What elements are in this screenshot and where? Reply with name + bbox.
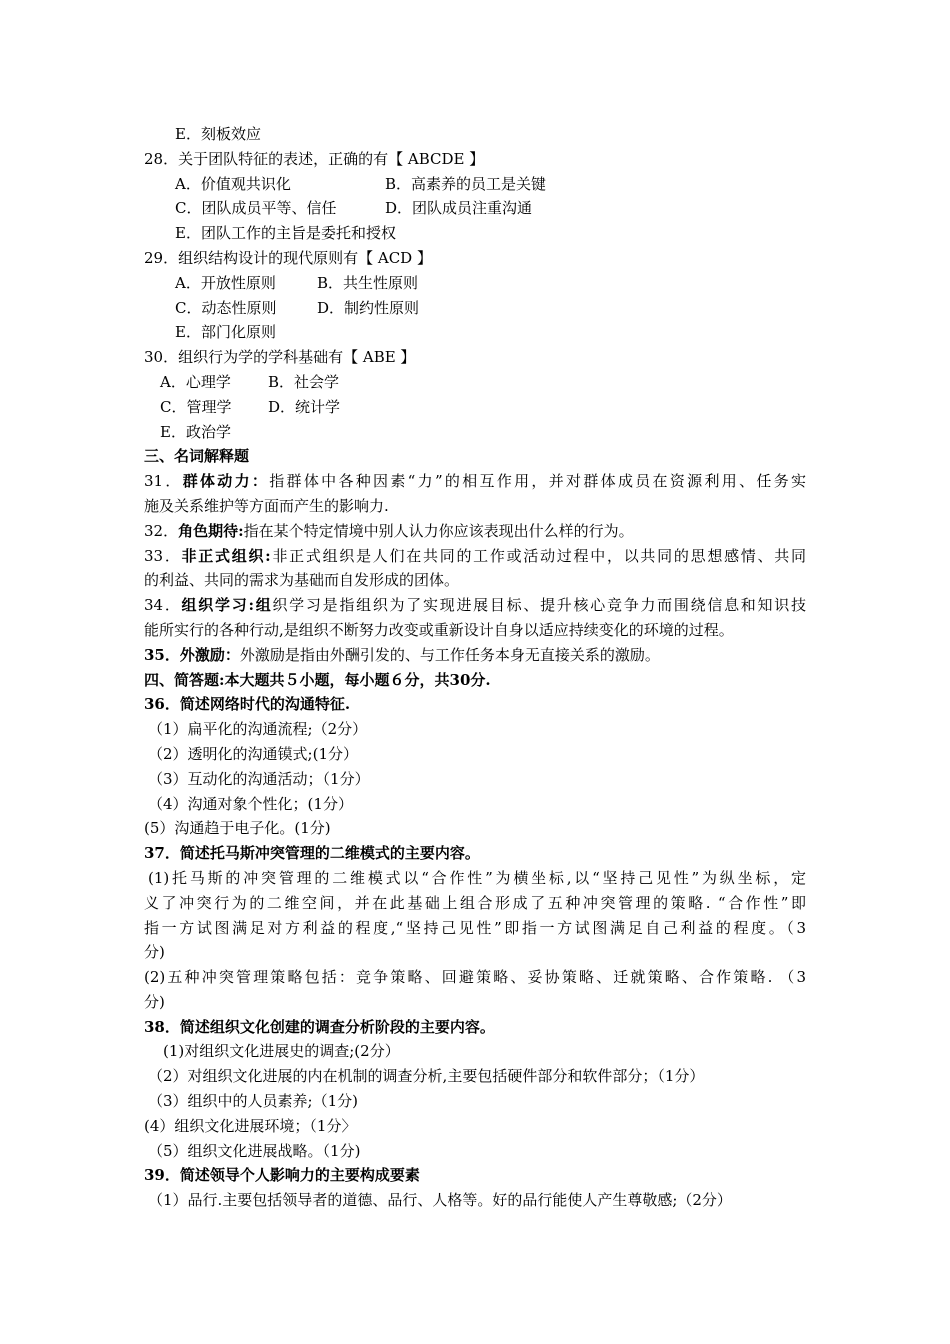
q33-line-2: 的利益、共同的需求为基础而自发形成的团体。 bbox=[144, 571, 460, 590]
q38-answer-3: （3）组织中的人员素养;（1分) bbox=[148, 1092, 358, 1111]
q36-answer-4: （4）沟通对象个性化；(1分） bbox=[148, 794, 353, 813]
q29-option-a: A．开放性原则 bbox=[175, 273, 276, 292]
q30-option-c: C．管理学 bbox=[160, 397, 232, 416]
q37-para-1-line-2: 义了冲突行为的二维空间，并在此基础上组合形成了五种冲突管理的策略. “合作性”即 bbox=[144, 893, 806, 912]
q29-option-e: E．部门化原则 bbox=[175, 323, 276, 342]
q28-option-a: A．价值观共识化 bbox=[175, 174, 291, 193]
q29-option-d: D．制约性原则 bbox=[317, 298, 420, 317]
q29-stem: 29．组织结构设计的现代原则有【 ACD 】 bbox=[144, 248, 432, 267]
q28-option-d: D．团队成员注重沟通 bbox=[385, 199, 533, 218]
q29-options-ab bbox=[0, 271, 950, 296]
q29-options-cd bbox=[0, 296, 950, 321]
q34-term: 组织学习:组 bbox=[181, 596, 273, 615]
q32-line-1: 32．角色期待:指在某个特定情境中别人认力你应该表现出什么样的行为。 bbox=[144, 521, 634, 540]
q33-term: 非正式组织: bbox=[181, 546, 271, 565]
q36-answer-3: （3）互动化的沟通活动；（1分） bbox=[148, 769, 370, 788]
q29-option-b: B．共生性原则 bbox=[317, 273, 419, 292]
q32-term: 角色期待: bbox=[178, 521, 244, 540]
q28-option-e: E．团队工作的主旨是委托和授权 bbox=[175, 224, 396, 243]
q36-title: 36．简述网络时代的沟通特征. bbox=[144, 695, 351, 714]
q30-option-a: A．心理学 bbox=[160, 372, 231, 391]
q31-line-2: 施及关系维护等方面而产生的影响力. bbox=[144, 496, 389, 515]
q30-option-b: B．社会学 bbox=[268, 372, 340, 391]
q28-options-ab bbox=[0, 172, 950, 197]
q30-stem: 30．组织行为学的学科基础有【 ABE 】 bbox=[144, 348, 416, 367]
q33-line-1: 33．非正式组织:非正式组织是人们在共同的工作或活动过程中，以共同的思想感情、共同 bbox=[144, 546, 806, 565]
q38-answer-4: (4）组织文化进展环境；（1分〉 bbox=[144, 1116, 357, 1135]
q34-line-1: 34．组织学习:组织学习是指组织为了实现进展目标、提升核心竞争力而围绕信息和知识技 bbox=[144, 596, 806, 615]
q28-option-c: C．团队成员平等、信任 bbox=[175, 199, 337, 218]
q38-answer-1: (1)对组织文化进展史的调查;(2分） bbox=[163, 1042, 400, 1061]
q37-title: 37．简述托马斯冲突管理的二维模式的主要内容。 bbox=[144, 844, 480, 863]
q30-option-e: E．政治学 bbox=[160, 422, 231, 441]
q29-option-c: C．动态性原则 bbox=[175, 298, 277, 317]
q27-option-e: E．刻板效应 bbox=[175, 125, 261, 143]
section-4-heading: 四、简答题:本大题共５小题，每小题６分，共30分. bbox=[144, 670, 491, 689]
section-3-heading: 三、名词解释题 bbox=[144, 447, 250, 466]
q30-options-ab bbox=[0, 370, 950, 395]
q38-answer-2: （2）对组织文化进展的内在机制的调查分析,主要包括硬件部分和软件部分；（1分） bbox=[148, 1067, 705, 1086]
q28-options-cd bbox=[0, 196, 950, 221]
document-page bbox=[0, 122, 950, 1213]
q36-answer-5: (5）沟通趋于电子化。(1分) bbox=[144, 819, 331, 838]
q39-answer-1: （1）品行.主要包括领导者的道德、品行、人格等。好的品行能使人产生尊敬感;（2分） bbox=[148, 1191, 732, 1210]
q37-para-1-line-4: 分) bbox=[144, 943, 165, 962]
q30-option-d: D．统计学 bbox=[268, 397, 341, 416]
q37-para-2-line-1: (2)五种冲突管理策略包括：竞争策略、回避策略、妥协策略、迁就策略、合作策略. （3 bbox=[144, 968, 806, 987]
q37-para-1-line-3: 指一方试图满足对方利益的程度,“坚持己见性”即指一方试图满足自己利益的程度。（3 bbox=[144, 918, 806, 937]
q36-answer-1: （1）扁平化的沟通流程;（2分） bbox=[148, 720, 368, 739]
q28-stem: 28．关于团队特征的表述，正确的有【 ABCDE 】 bbox=[144, 149, 485, 168]
q31-line-1: 31．群体动力：指群体中各种因素“力”的相互作用，并对群体成员在资源利用、任务实 bbox=[144, 472, 806, 491]
q35-term: 35．外激励： bbox=[144, 645, 240, 664]
q37-para-1-line-1: (1)托马斯的冲突管理的二维模式以“合作性”为横坐标,以“坚持己见性”为纵坐标，定 bbox=[148, 868, 806, 887]
q36-answer-2: （2）透明化的沟通镆式;(1分） bbox=[148, 744, 358, 763]
q38-title: 38．简述组织文化创建的调查分析阶段的主要内容。 bbox=[144, 1017, 495, 1036]
q37-para-2-line-2: 分) bbox=[144, 992, 165, 1011]
q30-options-cd bbox=[0, 395, 950, 420]
q34-line-2: 能所实行的各种行动,是组织不断努力改变或重新设计自身以适应持续变化的环境的过程。 bbox=[144, 620, 734, 639]
q31-term: 群体动力： bbox=[182, 472, 270, 491]
q39-title: 39．简述领导个人影响力的主要构成要素 bbox=[144, 1166, 420, 1185]
q35-line-1: 35．外激励：外激励是指由外酬引发的、与工作任务本身无直接关系的激励。 bbox=[144, 645, 660, 664]
q28-option-b: B．高素养的员工是关键 bbox=[385, 174, 547, 193]
q38-answer-5: （5）组织文化进展战略。（1分) bbox=[148, 1141, 361, 1160]
